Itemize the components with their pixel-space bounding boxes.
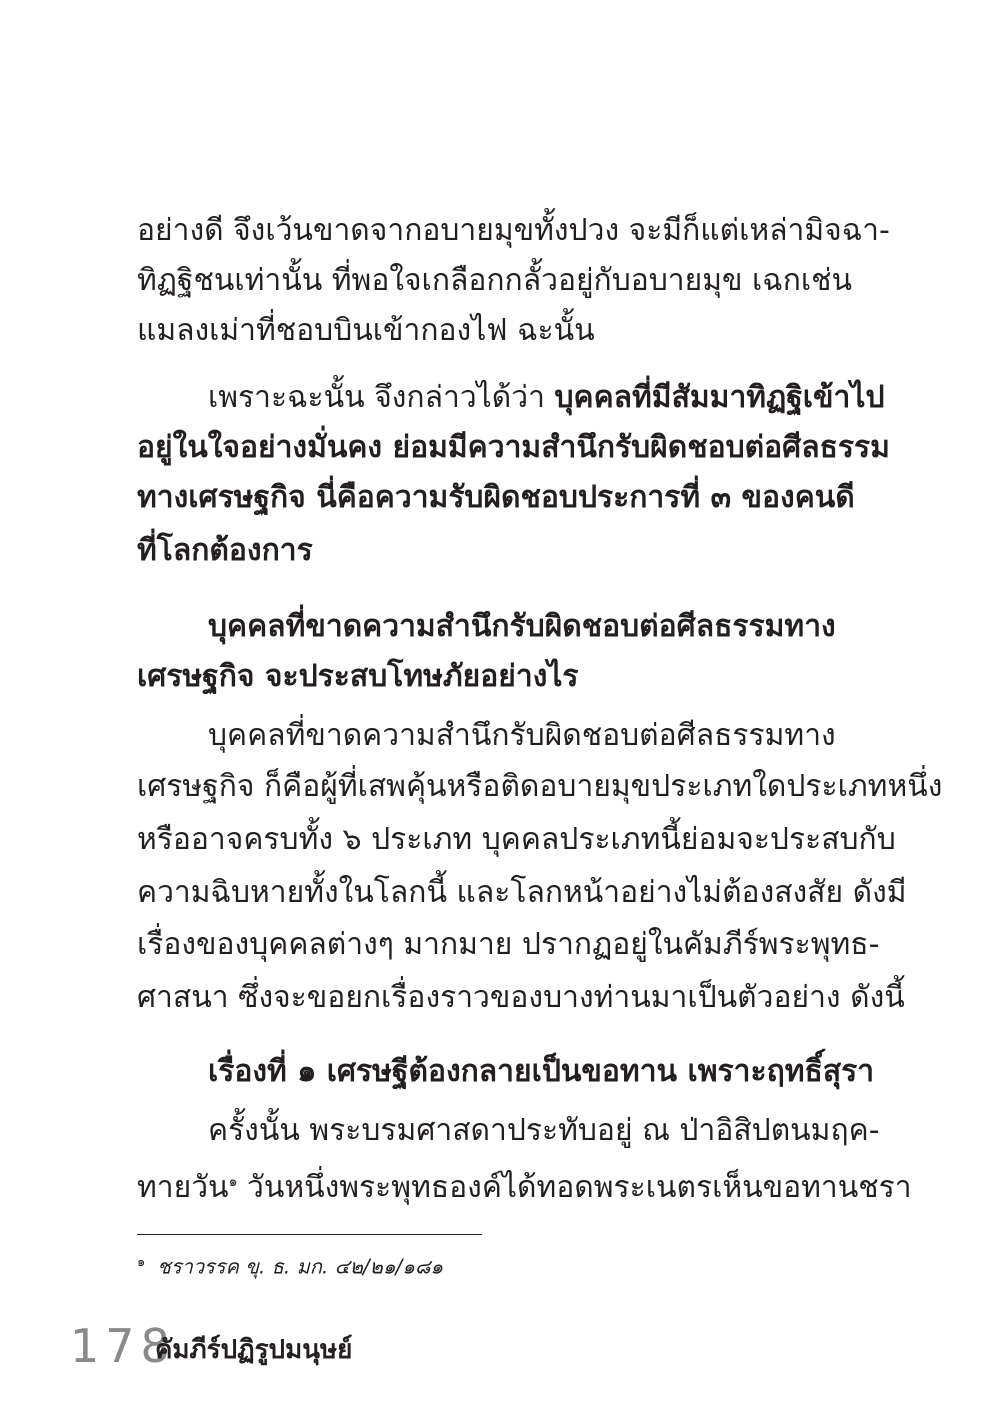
paragraph-bold-line: อยู่ในใจอย่างมั่นคง ย่อมมีความสำนึกรับผิดชอบต่อศีลธรรม [137, 430, 890, 465]
paragraph-line [208, 374, 885, 422]
paragraph-text: ทายวัน [137, 1170, 229, 1205]
paragraph-bold-line: ที่โลกต้องการ [137, 533, 313, 568]
footnote-mark: ๑ [137, 1255, 146, 1270]
paragraph-line: เศรษฐกิจ ก็คือผู้ที่เสพคุ้นหรือติดอบายมุขประเภทใดประเภทหนึ่ง [137, 769, 943, 804]
paragraph-line: บุคคลที่ขาดความสำนึกรับผิดชอบต่อศีลธรรมทาง [208, 718, 836, 753]
paragraph-line: เรื่องของบุคคลต่างๆ มากมาย ปรากฏอยู่ในคัมภีร์พระพุทธ- [137, 927, 880, 962]
paragraph-bold-line: ทางเศรษฐกิจ นี่คือความรับผิดชอบประการที่ ๓ ของคนดี [137, 480, 855, 515]
paragraph-line: ทิฏฐิชนเท่านั้น ที่พอใจเกลือกกลั้วอยู่กับอบายมุข เฉกเช่น [137, 263, 853, 298]
section-heading: บุคคลที่ขาดความสำนึกรับผิดชอบต่อศีลธรรมทาง [208, 609, 836, 644]
footnote [137, 1248, 443, 1282]
paragraph-line: ครั้งนั้น พระบรมศาสดาประทับอยู่ ณ ป่าอิสิปตนมฤค- [208, 1113, 880, 1148]
paragraph-text: เพราะฉะนั้น จึงกล่าวได้ว่า [208, 380, 555, 415]
paragraph-line: หรืออาจครบทั้ง ๖ ประเภท บุคคลประเภทนี้ย่อมจะประสบกับ [137, 822, 896, 857]
paragraph-line [137, 1158, 912, 1206]
paragraph-line: อย่างดี จึงเว้นขาดจากอบายมุขทั้งปวง จะมีก็แต่เหล่ามิจฉา- [137, 213, 890, 248]
section-heading: เศรษฐกิจ จะประสบโทษภัยอย่างไร [137, 659, 579, 694]
paragraph-text: วันหนึ่งพระพุทธองค์ได้ทอดพระเนตรเห็นขอทานชรา [247, 1170, 912, 1205]
paragraph-line: ความฉิบหายทั้งในโลกนี้ และโลกหน้าอย่างไม่ต้องสงสัย ดังมี [137, 875, 907, 910]
footnote-reference: ๑ [228, 1174, 238, 1190]
paragraph-line: ศาสนา ซึ่งจะขอยกเรื่องราวของบางท่านมาเป็นตัวอย่าง ดังนี้ [137, 980, 905, 1015]
book-title: คัมภีร์ปฏิรูปมนุษย์ [155, 1335, 353, 1365]
story-heading: เรื่องที่ ๑ เศรษฐีต้องกลายเป็นขอทาน เพราะฤทธิ์สุรา [208, 1054, 875, 1089]
footnote-text: ชราวรรค ขุ. ธ. มก. ๔๒/๒๑/๑๘๑ [157, 1254, 444, 1279]
paragraph-bold-text: บุคคลที่มีสัมมาทิฏฐิเข้าไป [554, 380, 885, 415]
paragraph-line: แมลงเม่าที่ชอบบินเข้ากองไฟ ฉะนั้น [137, 313, 595, 348]
footnote-divider [137, 1234, 482, 1235]
page-number: 178 [70, 1319, 176, 1373]
